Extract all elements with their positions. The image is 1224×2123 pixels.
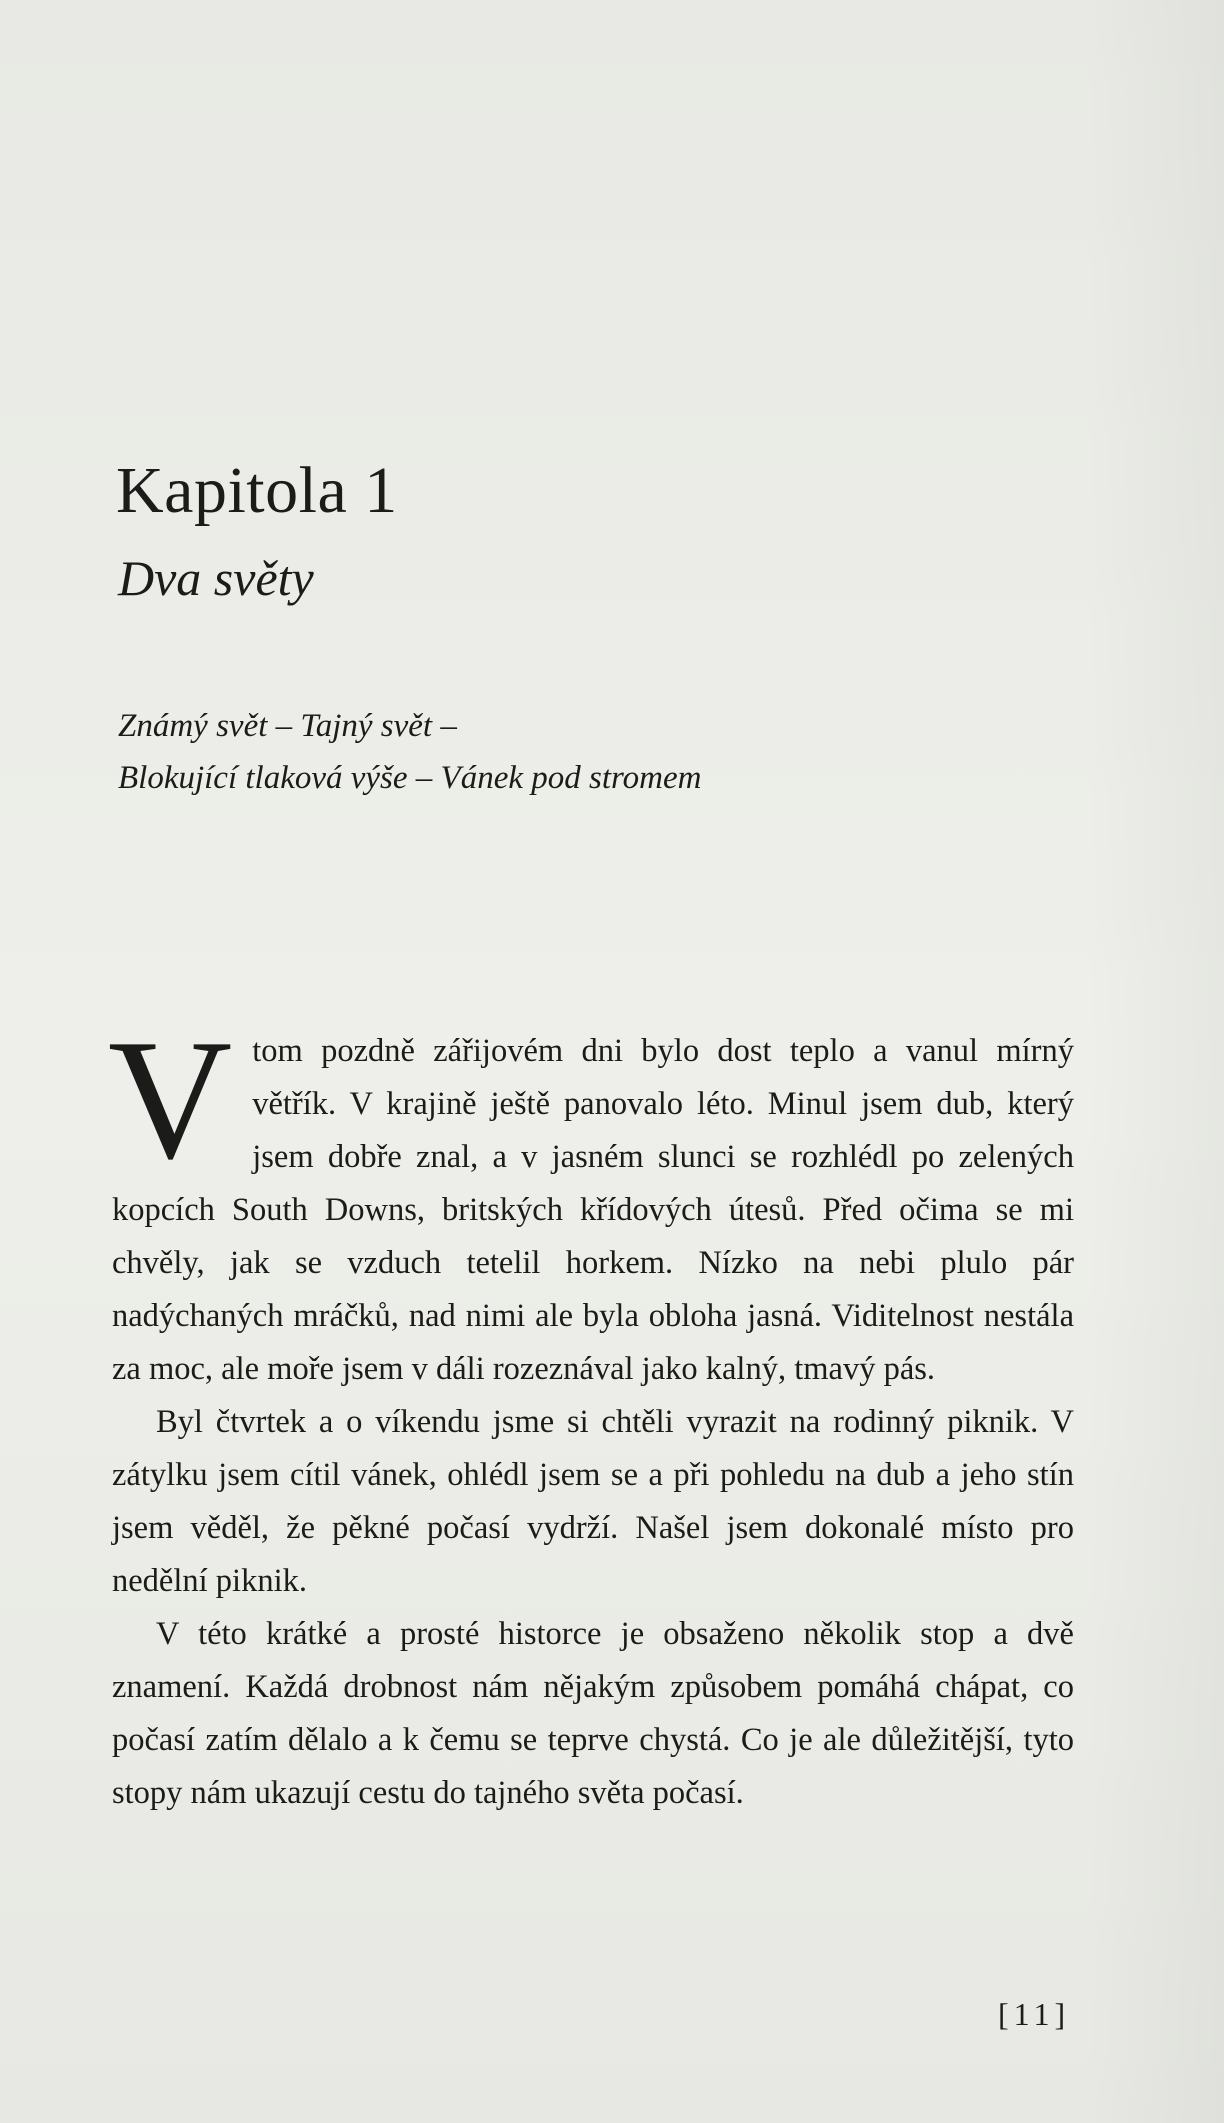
page-number: [11] [998,1996,1071,2032]
topics-line: Blokující tlaková výše – Vánek pod stromem [118,760,702,796]
drop-cap: V [108,1005,233,1195]
paragraph [108,1005,1074,1396]
chapter-subtitle: Dva světy [118,550,314,606]
paragraph: Byl čtvrtek a o víkendu jsme si chtěli vyrazit na rodinný piknik. V zátylku jsem cítil vánek, ohlédl jsem se a při pohledu na dub a jeho stín jsem věděl, že pěkné počasí vydrží. Našel jsem dokonalé místo pro nedělní piknik. [112,1404,1074,1599]
body-text [108,1005,1074,1820]
chapter-topics [118,700,701,804]
topics-line: Známý svět – Tajný svět – [118,708,457,744]
page-edge-shadow [1084,0,1224,2123]
paragraph-text: tom pozdně zářijovém dni bylo dost teplo a vanul mírný větřík. V krajině ještě panovalo léto. Minul jsem dub, který jsem dobře znal, a v jasném slunci se rozhlédl po zelených kopcích South Downs, britských křídových útesů. Před očima se mi chvěly, jak se vzduch tetelil horkem. Nízko na nebi plulo pár nadýchaných mráčků, nad nimi ale byla obloha jasná. Viditelnost nestála za moc, ale moře jsem v dáli rozeznával jako kalný, tmavý pás. [112,1033,1074,1387]
chapter-title: Kapitola 1 [116,454,398,527]
paragraph: V této krátké a prosté historce je obsaženo několik stop a dvě znamení. Každá drobnost nám nějakým způsobem pomáhá chápat, co počasí zatím dělalo a k čemu se teprve chystá. Co je ale důležitější, tyto stopy nám ukazují cestu do tajného světa počasí. [112,1616,1074,1811]
